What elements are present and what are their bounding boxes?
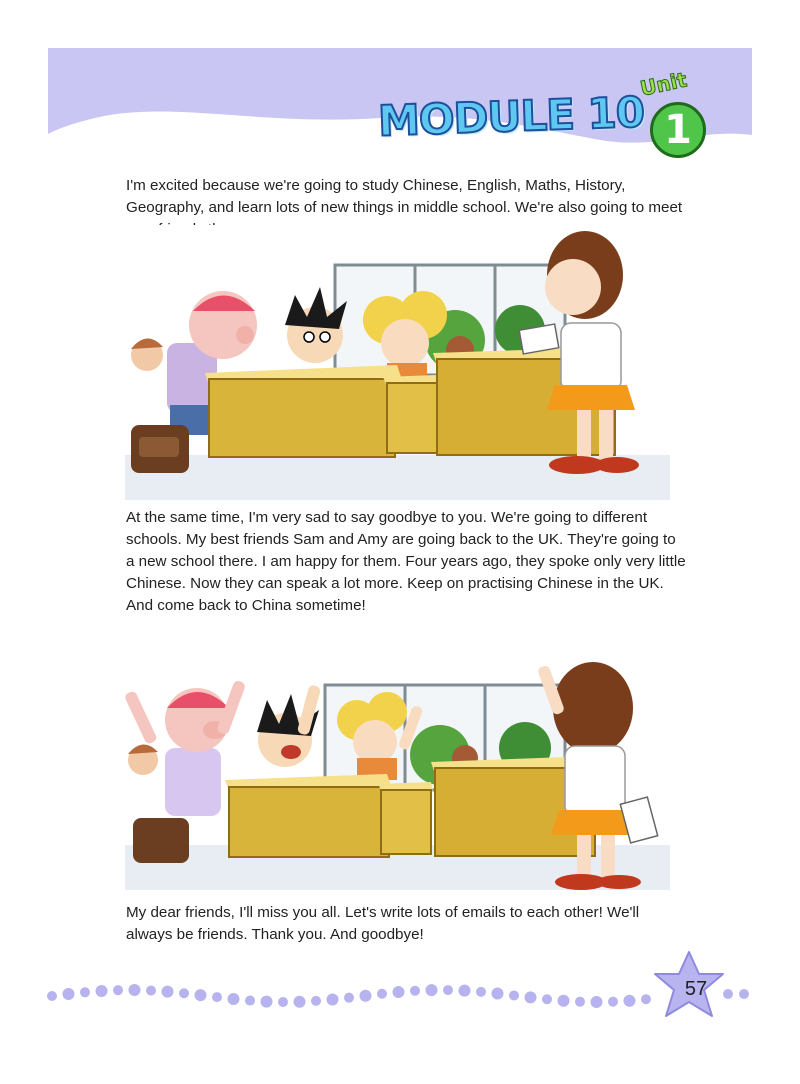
border-dot	[492, 988, 504, 1000]
border-dot	[443, 985, 453, 995]
border-dot	[129, 984, 141, 996]
border-dot	[261, 996, 273, 1008]
border-dot	[608, 997, 618, 1007]
border-dot	[591, 996, 603, 1008]
border-dot	[245, 996, 255, 1006]
border-dot	[212, 992, 222, 1002]
border-dot	[410, 986, 420, 996]
border-dot	[179, 988, 189, 998]
border-dot	[195, 989, 207, 1001]
classroom-illustration-2	[125, 650, 670, 890]
border-dot	[80, 987, 90, 997]
border-dot	[47, 991, 57, 1001]
paragraph-2: At the same time, I'm very sad to say goodbye to you. We're going to different schools. My best friends Sam and Amy are going back to the UK. They're going to a new school there. I am happy for them. Four years ago, they spoke only very little Chinese. Now they can speak a lot more. Keep on practising Chinese in the UK. And come back to China sometime!	[126, 509, 686, 614]
border-dot	[739, 989, 749, 999]
border-dot	[624, 995, 636, 1007]
paragraph-3: My dear friends, I'll miss you all. Let's write lots of emails to each other! We'll always be friends. Thank you. And goodbye!	[126, 904, 640, 943]
border-dot	[146, 986, 156, 996]
border-dot	[393, 986, 405, 998]
border-dot	[113, 985, 123, 995]
border-dot	[162, 986, 174, 998]
border-dot	[294, 996, 306, 1008]
border-dot	[377, 989, 387, 999]
border-dot	[327, 993, 339, 1005]
border-dot	[509, 990, 519, 1000]
unit-label: Unit	[638, 67, 689, 101]
border-dot	[278, 997, 288, 1007]
paragraph-1: I'm excited because we're going to study Chinese, English, Maths, History, Geography, and learn lots of new things in middle school. We're also going to meet	[126, 177, 683, 216]
page-number: 57	[684, 978, 708, 1000]
border-dot	[476, 987, 486, 997]
module-header	[0, 0, 800, 175]
unit-number-badge: 1	[650, 102, 706, 158]
border-dot	[63, 988, 75, 1000]
border-dot	[459, 985, 471, 997]
border-dot	[96, 985, 108, 997]
border-dot	[344, 993, 354, 1003]
border-dot	[360, 990, 372, 1002]
border-dot	[525, 991, 537, 1003]
border-dot	[228, 993, 240, 1005]
border-dot	[542, 994, 552, 1004]
border-dot	[311, 996, 321, 1006]
classroom-illustration-1	[125, 225, 670, 500]
border-dot	[558, 995, 570, 1007]
module-title: MODULE 10	[377, 87, 645, 146]
border-dot	[575, 997, 585, 1007]
border-dot	[426, 984, 438, 996]
